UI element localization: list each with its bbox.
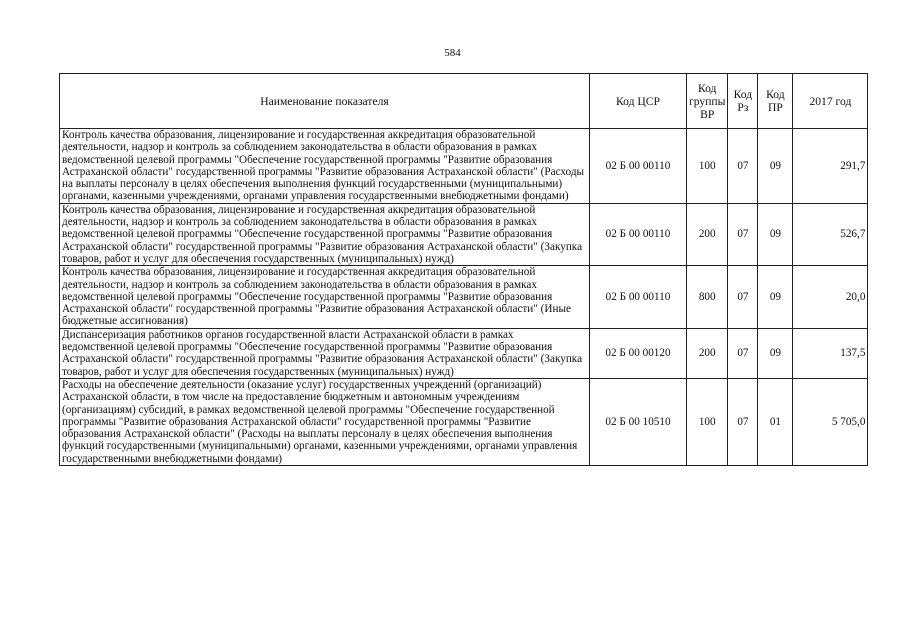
- budget-table: [59, 73, 868, 466]
- row-pr: 09: [758, 266, 793, 328]
- table-row: [60, 378, 868, 465]
- row-name: Контроль качества образования, лицензирование и государственная аккредитация образовательной деятельности, надзор и контроль за соблюдением законодательства в области образования в рамках ведомственной целевой программы "Обеспечение государственной программы "Развитие образования Астраханской области" государственной программы "Развитие образования Астраханской области" (Расходы на выплаты персоналу в целях обеспечения выполнения функций государственными (муниципальными) органами, казенными учреждениями, органами управления государственными внебюджетными фондами): [60, 129, 590, 204]
- header-rz-line: Рз: [737, 101, 749, 114]
- row-csr: 02 Б 00 10510: [590, 378, 687, 465]
- header-pr-line: Код: [766, 88, 785, 101]
- row-name: Диспансеризация работников органов государственной власти Астраханской области в рамках ведомственной целевой программы "Обеспечение государственной программы "Развитие образования Астраханской области" государственной программы "Развитие образования Астраханской области" (Закупка товаров, работ и услуг для обеспечения государственных (муниципальных) нужд): [60, 328, 590, 378]
- header-rz-line: Код: [733, 88, 753, 101]
- header-year: 2017 год: [793, 74, 868, 129]
- row-amount: 20,0: [793, 266, 868, 328]
- row-amount: 291,7: [793, 129, 868, 204]
- row-rz: 07: [728, 129, 758, 204]
- page-number: 584: [444, 47, 461, 59]
- row-rz: 07: [728, 266, 758, 328]
- header-rz: [728, 74, 758, 129]
- header-pr-line: ПР: [767, 101, 783, 114]
- table-row: [60, 328, 868, 378]
- table-row: [60, 129, 868, 204]
- row-csr: 02 Б 00 00110: [590, 266, 687, 328]
- row-rz: 07: [728, 328, 758, 378]
- row-amount: 5 705,0: [793, 378, 868, 465]
- header-name: Наименование показателя: [60, 74, 590, 129]
- header-vr-line: группы: [689, 94, 726, 108]
- header-pr: [758, 74, 793, 129]
- row-amount: 526,7: [793, 203, 868, 265]
- row-pr: 09: [758, 203, 793, 265]
- table-row: [60, 203, 868, 265]
- row-vr: 200: [687, 328, 728, 378]
- row-vr: 200: [687, 203, 728, 265]
- row-csr: 02 Б 00 00110: [590, 129, 687, 204]
- row-rz: 07: [728, 378, 758, 465]
- header-vr-line: Код: [697, 81, 717, 95]
- row-csr: 02 Б 00 00110: [590, 203, 687, 265]
- row-pr: 09: [758, 328, 793, 378]
- row-name: Контроль качества образования, лицензирование и государственная аккредитация образовательной деятельности, надзор и контроль за соблюдением законодательства в области образования в рамках ведомственной целевой программы "Обеспечение государственной программы "Развитие образования Астраханской области" государственной программы "Развитие образования Астраханской области" (Закупка товаров, работ и услуг для обеспечения государственных (муниципальных) нужд): [60, 203, 590, 265]
- row-pr: 09: [758, 129, 793, 204]
- row-vr: 100: [687, 378, 728, 465]
- row-csr: 02 Б 00 00120: [590, 328, 687, 378]
- row-vr: 100: [687, 129, 728, 204]
- row-name: Контроль качества образования, лицензирование и государственная аккредитация образовательной деятельности, надзор и контроль за соблюдением законодательства в области образования в рамках ведомственной целевой программы "Обеспечение государственной программы "Развитие образования Астраханской области" государственной программы "Развитие образования Астраханской области" (Иные бюджетные ассигнования): [60, 266, 590, 328]
- row-pr: 01: [758, 378, 793, 465]
- row-rz: 07: [728, 203, 758, 265]
- row-name: Расходы на обеспечение деятельности (оказание услуг) государственных учреждений (организаций) Астраханской области, в том числе на предоставление бюджетным и автономным учреждениям (организациям) субсидий, в рамках ведомственной целевой программы "Обеспечение государственной программы "Развитие образования Астраханской области" государственной программы "Развитие образования Астраханской области" (Расходы на выплаты персоналу в целях обеспечения выполнения функций государственными (муниципальными) органами, казенными учреждениями, органами управления государственными внебюджетными фондами): [60, 378, 590, 465]
- header-csr: Код ЦСР: [590, 74, 687, 129]
- table-row: [60, 266, 868, 328]
- row-amount: 137,5: [793, 328, 868, 378]
- row-vr: 800: [687, 266, 728, 328]
- header-vr-line: ВР: [700, 107, 715, 121]
- header-vr: [687, 74, 728, 129]
- table-header-row: [60, 74, 868, 129]
